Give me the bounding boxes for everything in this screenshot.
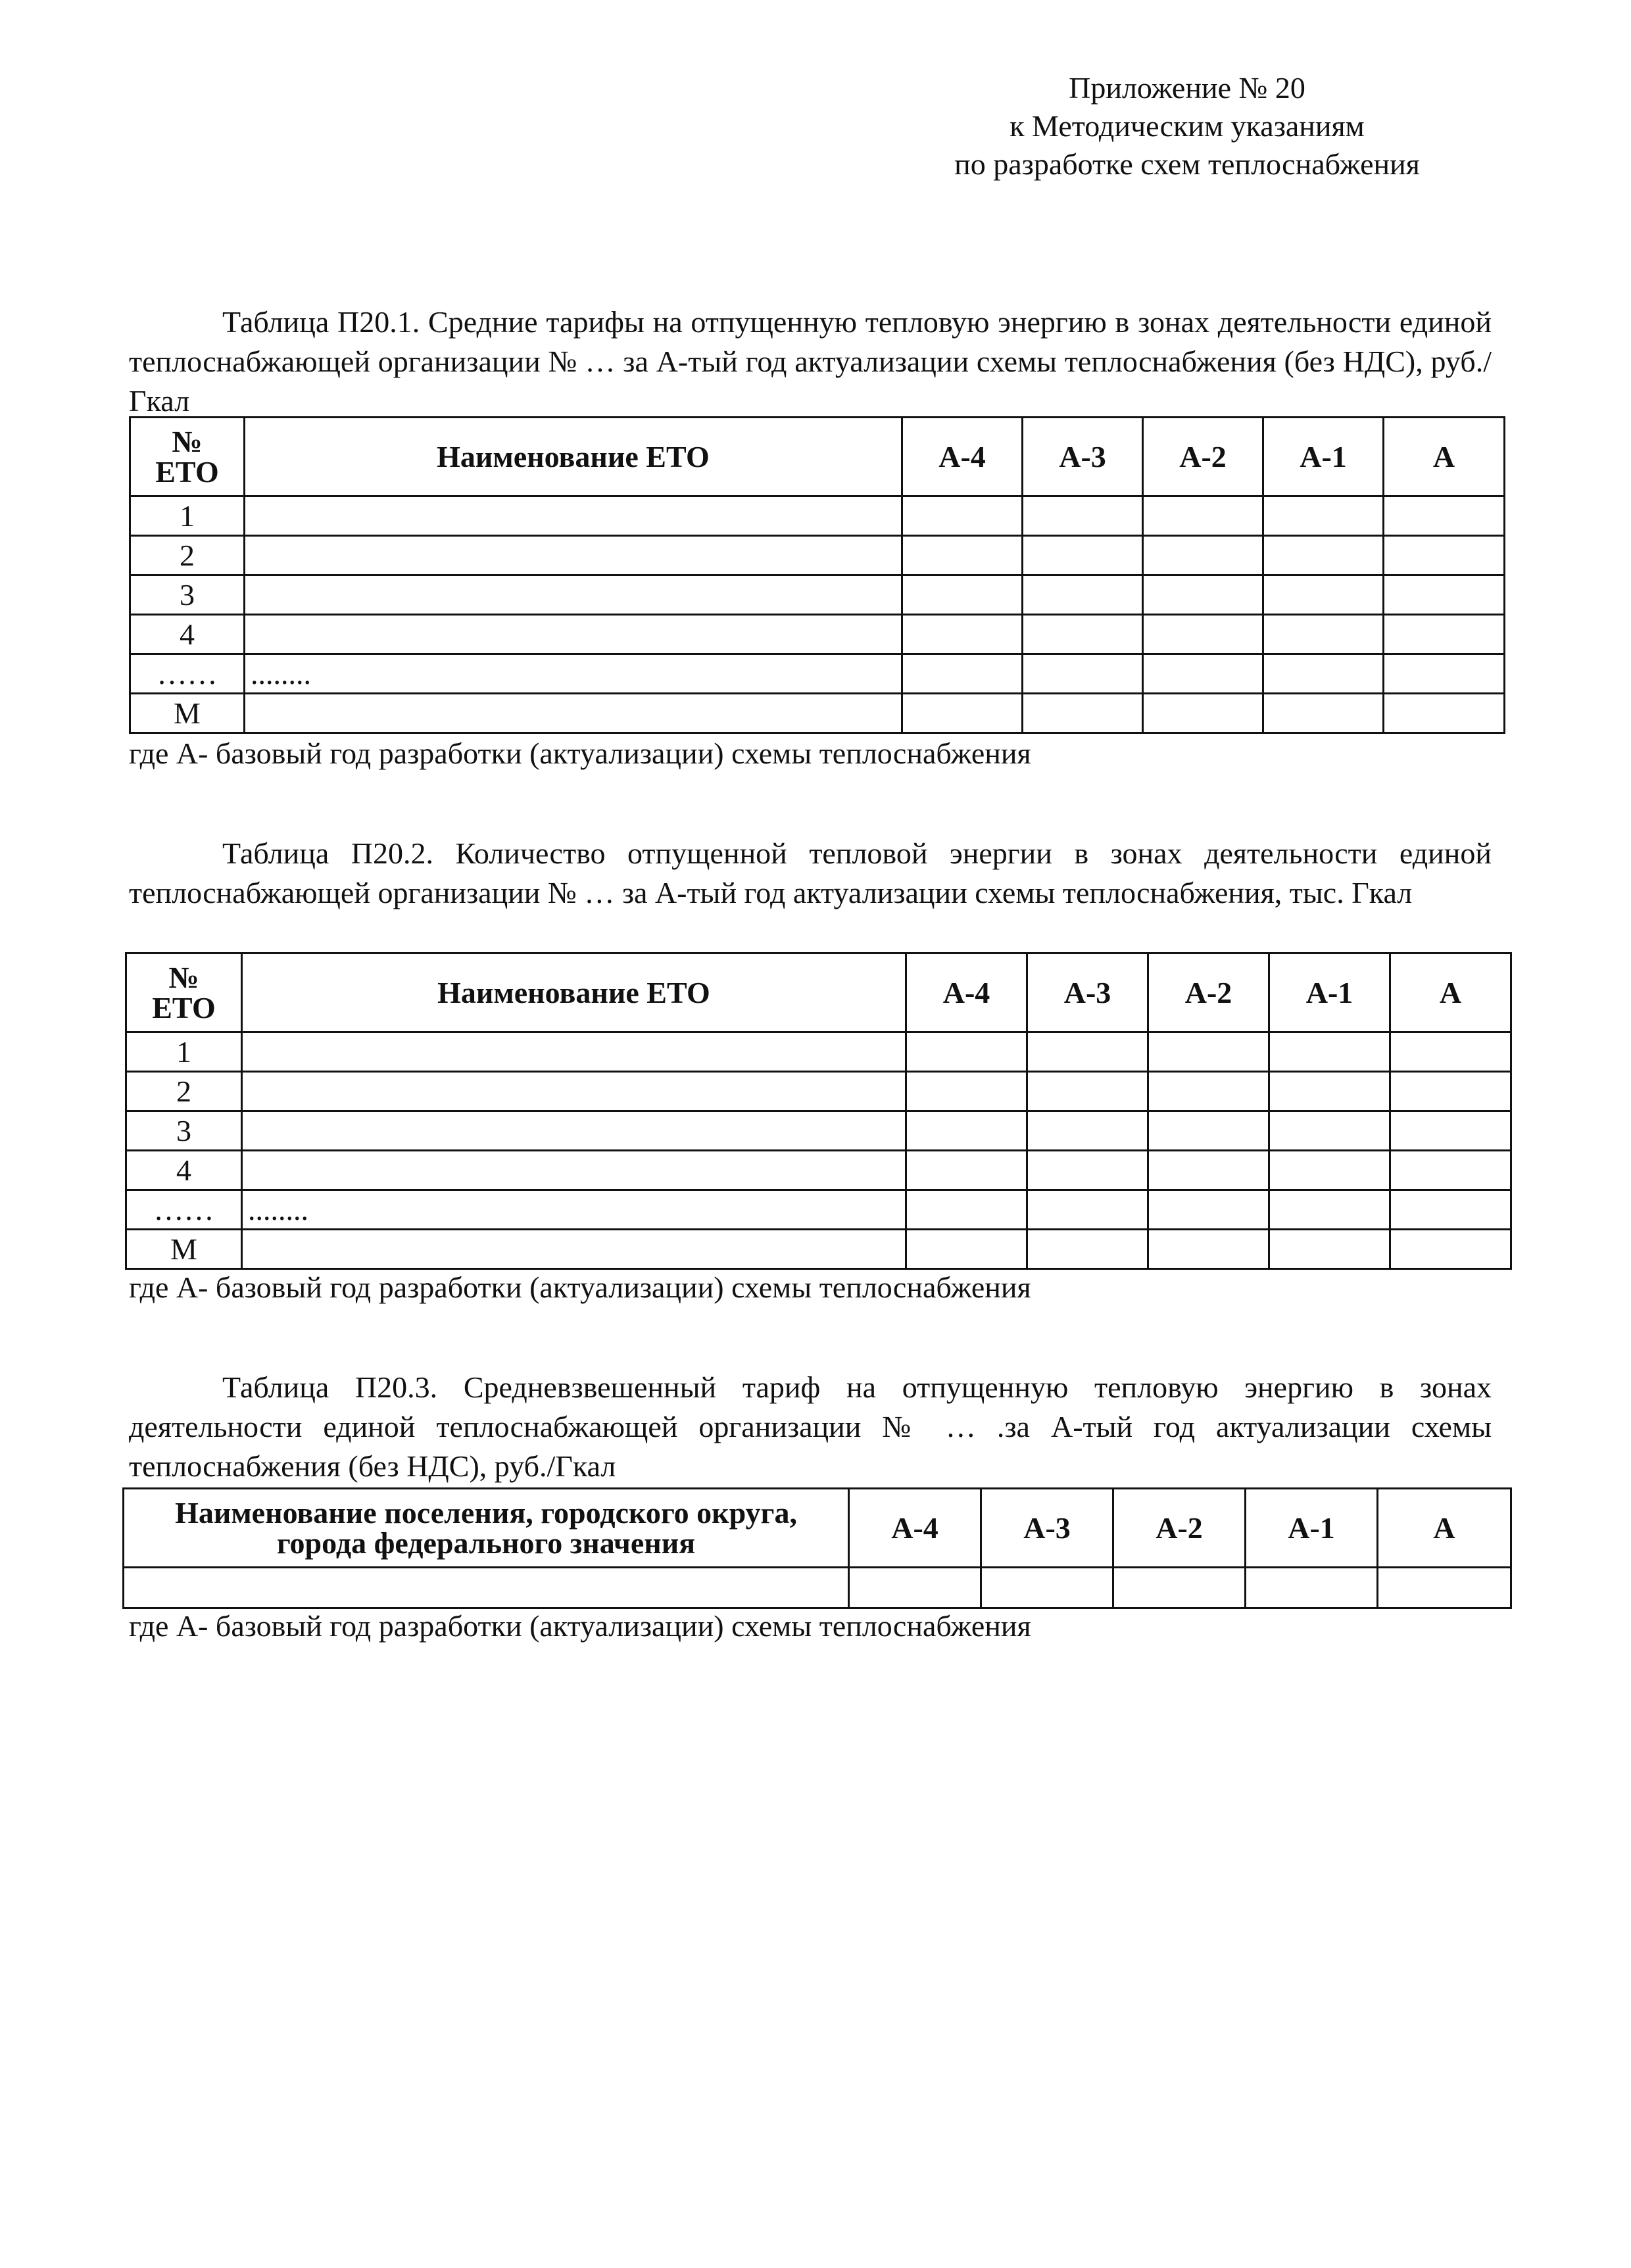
row-name [242, 1151, 906, 1190]
row-number: 4 [130, 615, 245, 654]
table2-col-year: А [1390, 953, 1511, 1032]
appendix-subject: по разработке схем теплоснабжения [954, 147, 1420, 181]
table3-header-row [124, 1489, 1511, 1568]
row-name [242, 1111, 906, 1151]
table1-caption-text: Таблица П20.1. Средние тарифы на отпущенную тепловую энергию в зонах деятельности единой теплоснабжающей организации № … за А-тый год актуализации схемы теплоснабжения (без НДС), руб./Гкал [129, 305, 1492, 418]
table3-col-year: А-1 [1246, 1489, 1378, 1568]
table2-caption-text: Таблица П20.2. Количество отпущенной тепловой энергии в зонах деятельности единой теплоснабжающей организации № … за А-тый год актуализации схемы теплоснабжения, тыс. Гкал [129, 836, 1492, 909]
table-row [126, 1072, 1511, 1111]
table3-note: где А- базовый год разработки (актуализации) схемы теплоснабжения [129, 1609, 1031, 1643]
table-row [130, 575, 1505, 615]
table-row [126, 1151, 1511, 1190]
table1 [129, 416, 1505, 734]
table-row [130, 654, 1505, 694]
row-number: …… [130, 654, 245, 694]
table-row [130, 694, 1505, 733]
table3-col-year: А [1378, 1489, 1511, 1568]
table1-caption [129, 302, 1492, 421]
table3-caption [129, 1368, 1492, 1486]
appendix-reference: к Методическим указаниям [1010, 109, 1365, 143]
table1-note: где А- базовый год разработки (актуализации) схемы теплоснабжения [129, 736, 1031, 770]
table2-col-year: А-4 [906, 953, 1027, 1032]
table3-caption-text: Таблица П20.3. Средневзвешенный тариф на отпущенную тепловую энергию в зонах деятельности единой теплоснабжающей организации № … .за А-тый год актуализации схемы теплоснабжения (без НДС), руб./Гкал [129, 1370, 1492, 1483]
table2-col-name: Наименование ЕТО [242, 953, 906, 1032]
table1-col-number: № ЕТО [130, 418, 245, 496]
row-number: 1 [126, 1032, 242, 1072]
table-row [126, 1230, 1511, 1269]
row-name [242, 1032, 906, 1072]
table3-col-settlement: Наименование поселения, городского округа, города федерального значения [124, 1489, 849, 1568]
row-number: 4 [126, 1151, 242, 1190]
row-number: 1 [130, 496, 245, 536]
row-name: ........ [245, 654, 902, 694]
table2-col-number: № ЕТО [126, 953, 242, 1032]
row-name [245, 496, 902, 536]
table2-col-year: А-1 [1269, 953, 1390, 1032]
table2-note: где А- базовый год разработки (актуализации) схемы теплоснабжения [129, 1270, 1031, 1304]
table3-col-year: А-2 [1113, 1489, 1246, 1568]
row-name [242, 1230, 906, 1269]
table-row [126, 1190, 1511, 1230]
row-number: М [126, 1230, 242, 1269]
row-name [245, 694, 902, 733]
table-row [130, 615, 1505, 654]
table3 [122, 1487, 1512, 1609]
row-number: М [130, 694, 245, 733]
table2-caption [129, 834, 1492, 913]
table-row [126, 1032, 1511, 1072]
table-row [126, 1111, 1511, 1151]
table2-header-row [126, 953, 1511, 1032]
row-name [245, 575, 902, 615]
table1-header-row [130, 418, 1505, 496]
row-number: 3 [130, 575, 245, 615]
table2-col-year: А-3 [1027, 953, 1148, 1032]
table2 [125, 952, 1512, 1270]
table-row [130, 536, 1505, 575]
appendix-header [908, 69, 1467, 183]
row-number: 2 [130, 536, 245, 575]
row-number: 2 [126, 1072, 242, 1111]
table1-col-year: А-2 [1143, 418, 1263, 496]
table3-col-year: А-4 [849, 1489, 981, 1568]
row-name [245, 536, 902, 575]
row-name [245, 615, 902, 654]
table-row [130, 496, 1505, 536]
row-number: …… [126, 1190, 242, 1230]
row-name: ........ [242, 1190, 906, 1230]
table1-col-name: Наименование ЕТО [245, 418, 902, 496]
row-name [242, 1072, 906, 1111]
table1-col-year: А-1 [1263, 418, 1384, 496]
table1-col-year: А-3 [1023, 418, 1143, 496]
row-number: 3 [126, 1111, 242, 1151]
appendix-number: Приложение № 20 [1069, 71, 1305, 105]
table1-col-year: А [1384, 418, 1505, 496]
table3-col-year: А-3 [981, 1489, 1113, 1568]
table1-col-year: А-4 [902, 418, 1023, 496]
table-row [124, 1568, 1511, 1608]
table2-col-year: А-2 [1148, 953, 1269, 1032]
